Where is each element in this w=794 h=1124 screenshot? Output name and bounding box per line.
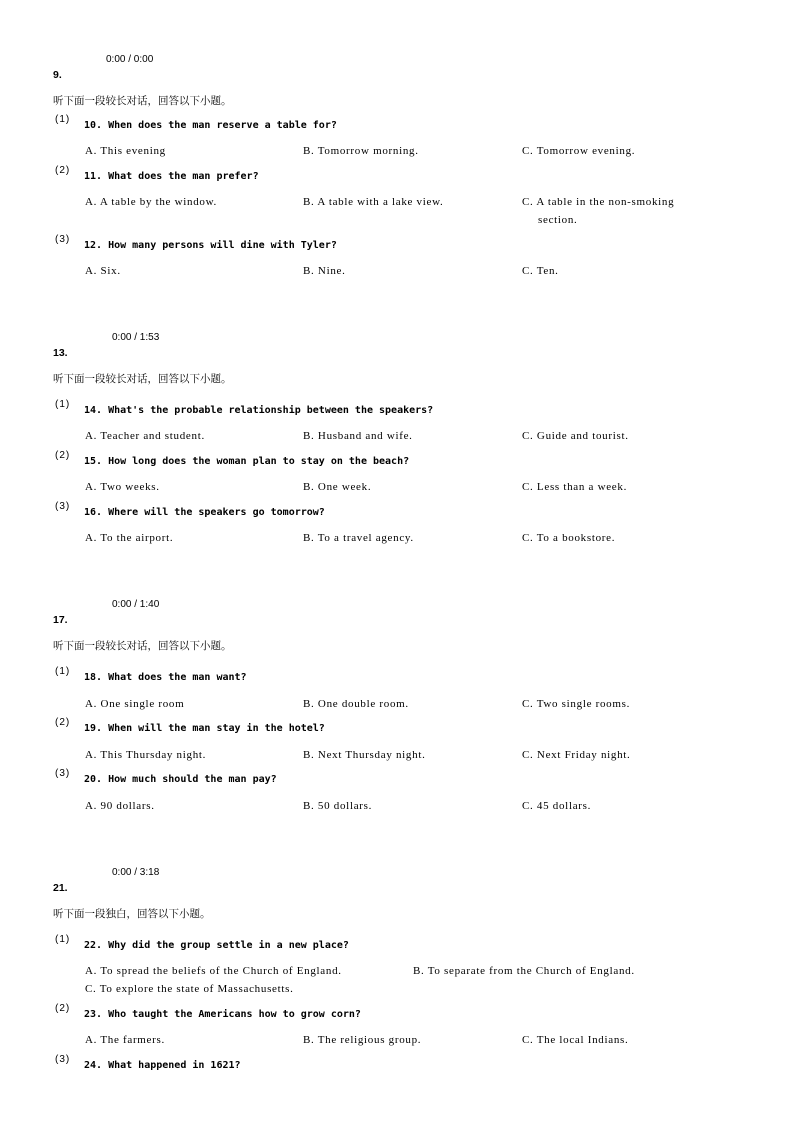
option-a[interactable]: A. The farmers. (85, 1034, 165, 1046)
section-instruction: 听下面一段独白，回答以下小题。 (53, 908, 211, 920)
option-c[interactable]: C. Two single rooms. (522, 698, 631, 710)
option-a[interactable]: A. This evening (85, 145, 166, 157)
option-c[interactable]: C. The local Indians. (522, 1034, 629, 1046)
question-text: 16. Where will the speakers go tomorrow? (84, 507, 325, 518)
question-text: 12. How many persons will dine with Tyler? (84, 240, 337, 251)
sub-question-mark: (2) (55, 165, 71, 176)
option-b[interactable]: B. Husband and wife. (303, 430, 413, 442)
option-a[interactable]: A. To the airport. (85, 532, 174, 544)
audio-player-time[interactable]: 0:00 / 1:40 (112, 599, 160, 610)
question-text: 20. How much should the man pay? (84, 774, 277, 785)
audio-player-time[interactable]: 0:00 / 0:00 (106, 54, 154, 65)
option-b[interactable]: B. Tomorrow morning. (303, 145, 419, 157)
option-b[interactable]: B. One double room. (303, 698, 409, 710)
option-a[interactable]: A. One single room (85, 698, 185, 710)
sub-question-mark: (2) (55, 450, 71, 461)
sub-question-mark: (3) (55, 1054, 71, 1065)
sub-question-mark: (1) (55, 399, 71, 410)
option-b[interactable]: B. The religious group. (303, 1034, 422, 1046)
sub-question-mark: (2) (55, 717, 71, 728)
sub-question-mark: (3) (55, 768, 71, 779)
option-b[interactable]: B. 50 dollars. (303, 800, 373, 812)
option-c[interactable]: C. Guide and tourist. (522, 430, 629, 442)
option-c[interactable]: C. 45 dollars. (522, 800, 592, 812)
option-c[interactable]: C. A table in the non-smoking (522, 196, 675, 208)
question-text: 24. What happened in 1621? (84, 1060, 241, 1071)
audio-player-time[interactable]: 0:00 / 1:53 (112, 332, 160, 343)
sub-question-mark: (3) (55, 234, 71, 245)
question-text: 11. What does the man prefer? (84, 171, 259, 182)
option-a[interactable]: A. This Thursday night. (85, 749, 207, 761)
option-c[interactable]: C. Next Friday night. (522, 749, 631, 761)
sub-question-mark: (1) (55, 666, 71, 677)
option-b[interactable]: B. To separate from the Church of England. (413, 965, 635, 977)
section-instruction: 听下面一段较长对话，回答以下小题。 (53, 640, 232, 652)
option-a[interactable]: A. Six. (85, 265, 121, 277)
question-group-number: 13. (53, 347, 68, 359)
section-instruction: 听下面一段较长对话，回答以下小题。 (53, 95, 232, 107)
option-c[interactable]: C. Less than a week. (522, 481, 628, 493)
question-group-number: 17. (53, 614, 68, 626)
option-c[interactable]: C. To explore the state of Massachusetts. (85, 983, 294, 995)
option-a[interactable]: A. A table by the window. (85, 196, 217, 208)
question-text: 10. When does the man reserve a table for? (84, 120, 337, 131)
option-b[interactable]: B. Nine. (303, 265, 346, 277)
question-text: 23. Who taught the Americans how to grow corn? (84, 1009, 361, 1020)
question-text: 19. When will the man stay in the hotel? (84, 723, 325, 734)
option-a[interactable]: A. To spread the beliefs of the Church of England. (85, 965, 342, 977)
question-text: 15. How long does the woman plan to stay on the beach? (84, 456, 410, 467)
question-group-number: 21. (53, 882, 68, 894)
question-text: 18. What does the man want? (84, 672, 247, 683)
option-b[interactable]: B. Next Thursday night. (303, 749, 426, 761)
question-text: 14. What's the probable relationship between the speakers? (84, 405, 434, 416)
audio-player-time[interactable]: 0:00 / 3:18 (112, 867, 160, 878)
option-a[interactable]: A. Teacher and student. (85, 430, 205, 442)
option-a[interactable]: A. Two weeks. (85, 481, 160, 493)
sub-question-mark: (1) (55, 114, 71, 125)
option-b[interactable]: B. One week. (303, 481, 372, 493)
option-c[interactable]: C. Ten. (522, 265, 559, 277)
option-b[interactable]: B. To a travel agency. (303, 532, 414, 544)
option-c[interactable]: C. Tomorrow evening. (522, 145, 636, 157)
sub-question-mark: (2) (55, 1003, 71, 1014)
question-text: 22. Why did the group settle in a new place? (84, 940, 349, 951)
option-c[interactable]: C. To a bookstore. (522, 532, 616, 544)
sub-question-mark: (1) (55, 934, 71, 945)
sub-question-mark: (3) (55, 501, 71, 512)
option-b[interactable]: B. A table with a lake view. (303, 196, 444, 208)
question-group-number: 9. (53, 69, 62, 81)
section-instruction: 听下面一段较长对话，回答以下小题。 (53, 373, 232, 385)
option-a[interactable]: A. 90 dollars. (85, 800, 155, 812)
option-c-continued: section. (538, 214, 578, 226)
